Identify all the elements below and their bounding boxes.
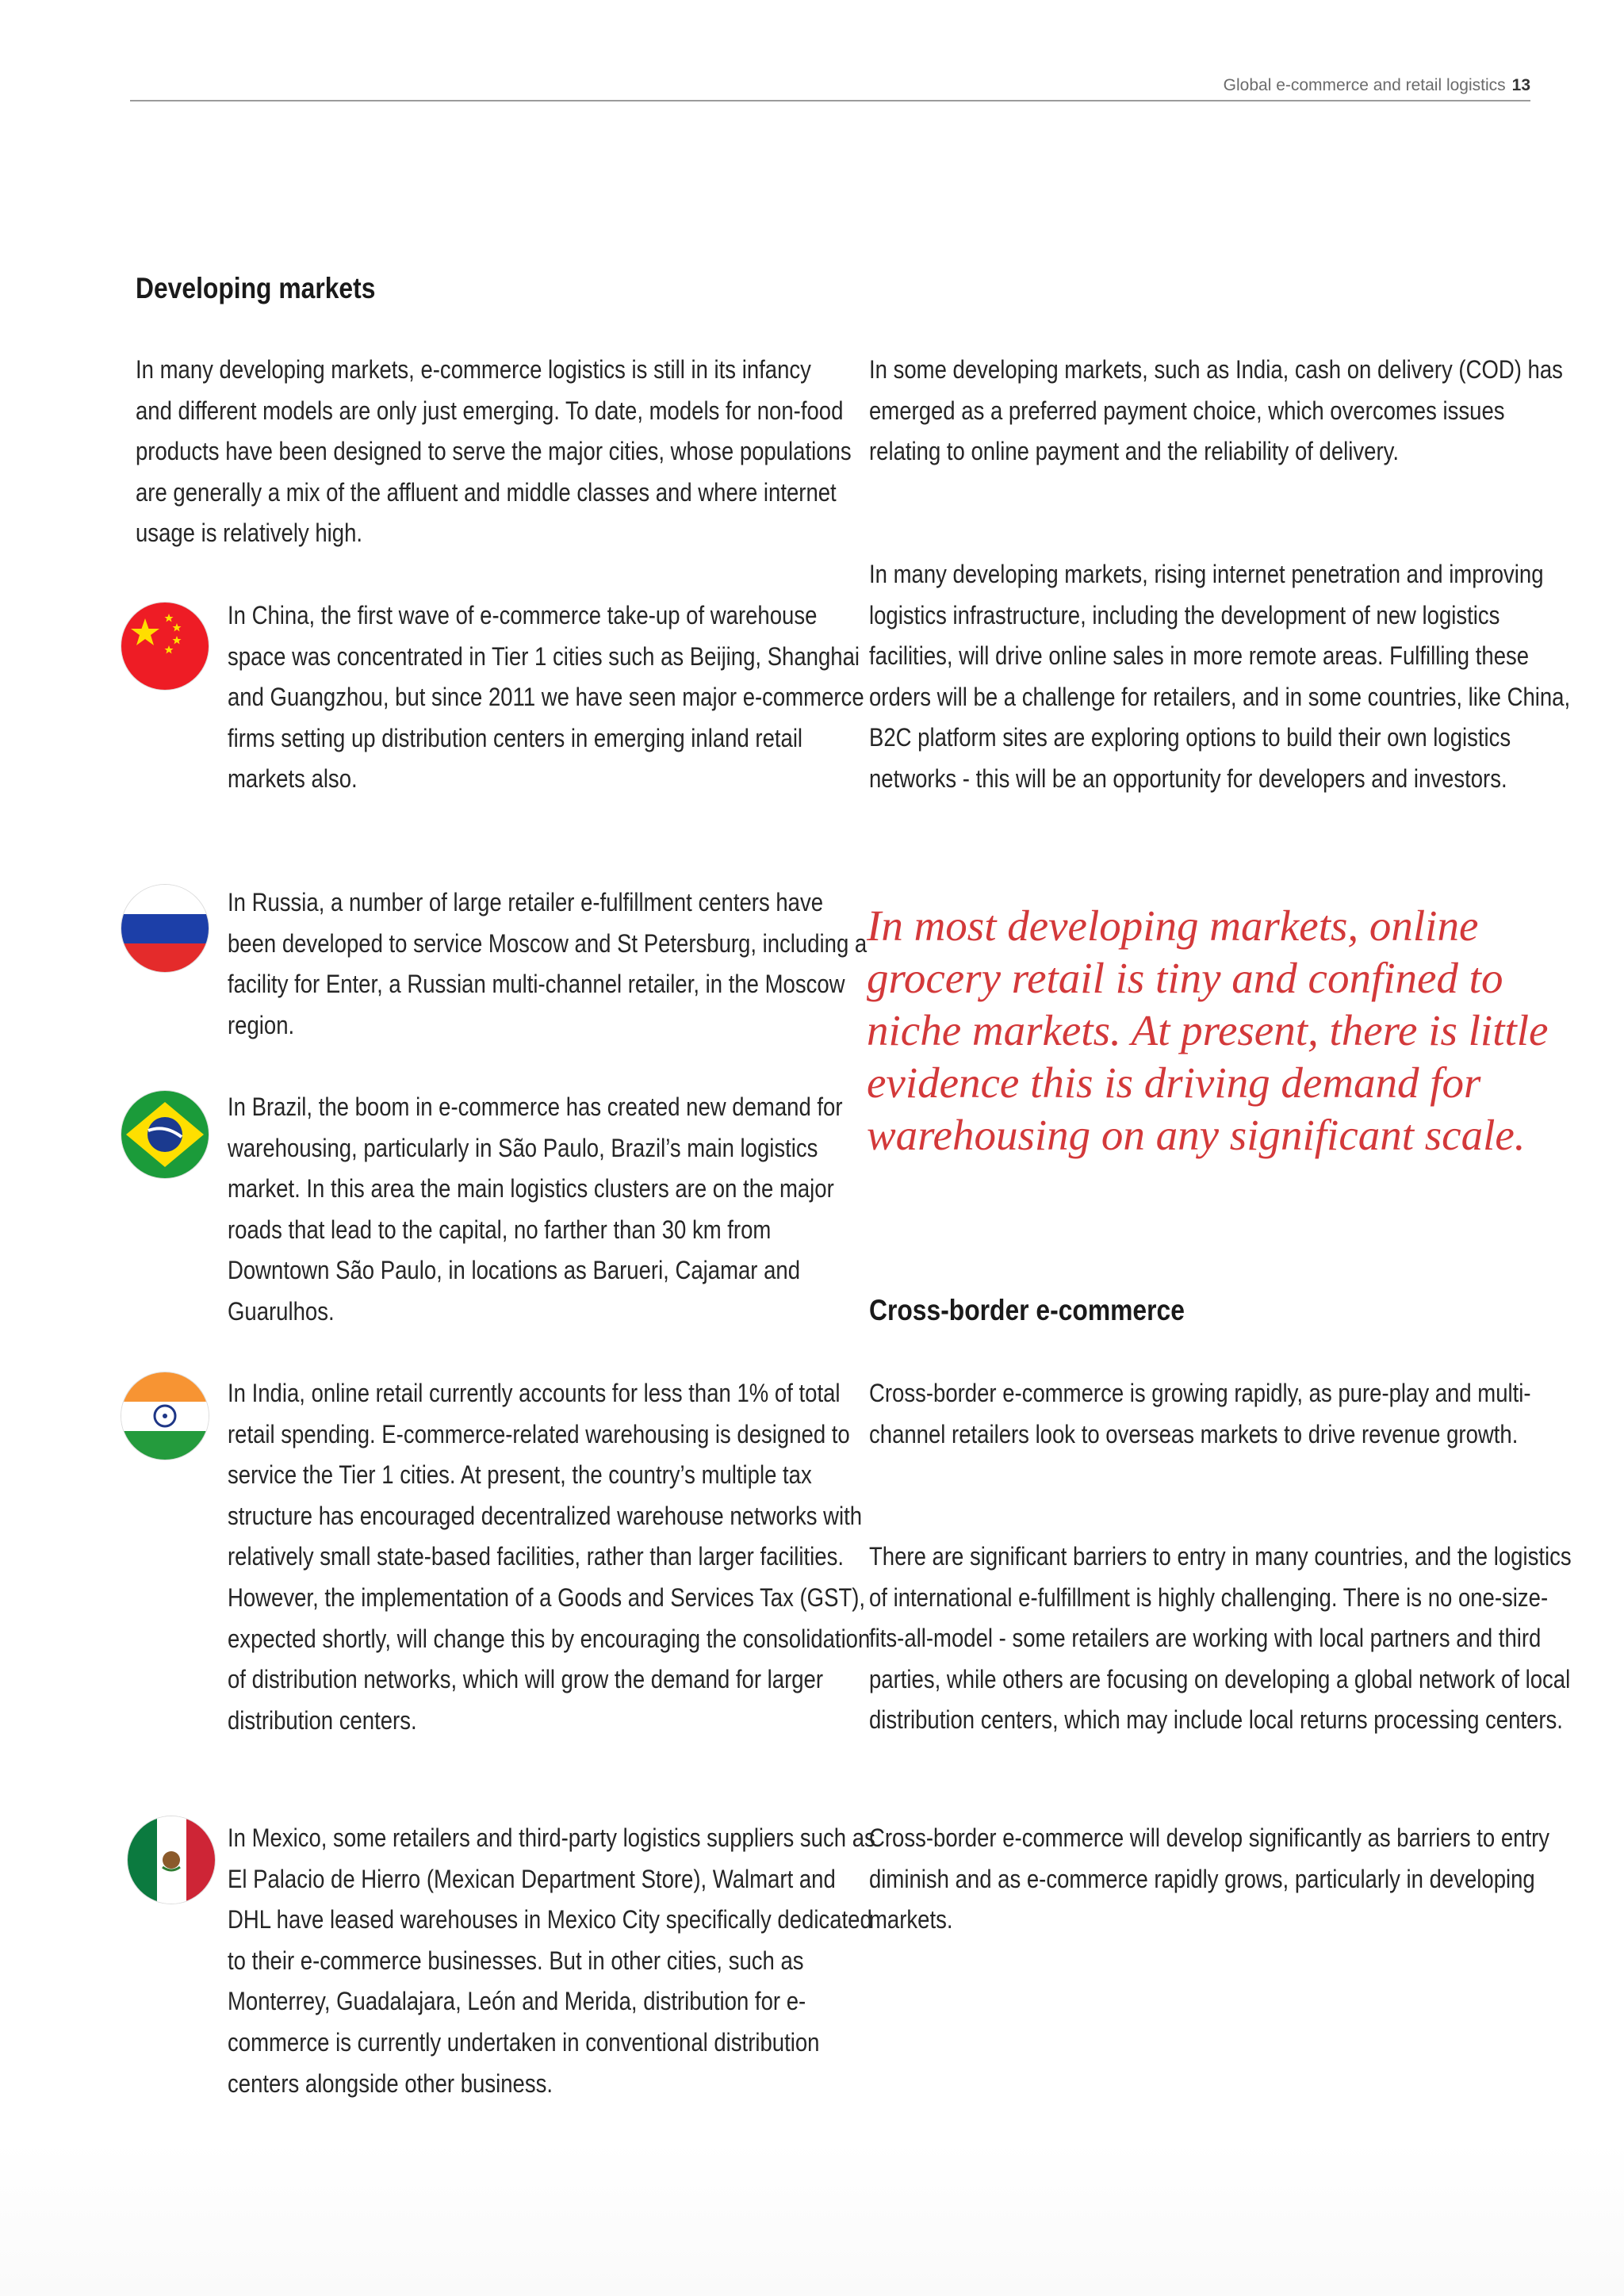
publication-title: Global e-commerce and retail logistics xyxy=(1223,76,1506,94)
developing-markets-heading: Developing markets xyxy=(136,272,376,304)
china-flag-icon xyxy=(121,603,209,690)
india-flag-icon xyxy=(121,1372,209,1460)
brazil-paragraph: In Brazil, the boom in e-commerce has created new demand for warehousing, particularly in São Paulo, Brazil’s main logistics market. In this area the main logistics clusters are on the major roads that lead to the capital, no farther than 30 km from Downtown São Paulo, in locations as Barueri, Cajamar and Guarulhos. xyxy=(228,1093,843,1326)
brazil-flag-icon xyxy=(121,1091,209,1178)
header-divider xyxy=(130,100,1530,101)
india-paragraph: In India, online retail currently accounts for less than 1% of total retail spending. E-commerce-related warehousing is designed to service the Tier 1 cities. At present, the country’s multiple tax structure has encouraged decentralized warehouse networks with relatively small state-based facilities, rather than larger facilities. However, the implementation of a Goods and Services Tax (GST), expected shortly, will change this by encouraging the consolidation of distribution networks, which will grow the demand for larger distribution centers. xyxy=(228,1379,871,1735)
page-number: 13 xyxy=(1511,76,1530,94)
cross-border-paragraph-1: Cross-border e-commerce is growing rapidly, as pure-play and multi-channel retailers look to overseas markets to drive revenue growth. xyxy=(869,1379,1531,1448)
pull-quote: In most developing markets, online grocery retail is tiny and confined to niche markets. At present, there is little evidence this is driving demand for warehousing on any significant scale. xyxy=(867,901,1549,1159)
russia-flag-icon xyxy=(121,885,209,972)
mexico-paragraph: In Mexico, some retailers and third-party logistics suppliers such as El Palacio de Hierro (Mexican Department Store), Walmart and DHL have leased warehouses in Mexico City specifically dedicated to their e-commerce businesses. But in other cities, such as Monterrey, Guadalajara, León and Merida, distribution for e-commerce is currently undertaken in conventional distribution centers alongside other business. xyxy=(228,1823,875,2098)
cross-border-paragraph-3: Cross-border e-commerce will develop significantly as barriers to entry diminish and as e-commerce rapidly grows, particularly in developing markets. xyxy=(869,1823,1550,1934)
developing-intro-paragraph: In many developing markets, e-commerce logistics is still in its infancy and different models are only just emerging. To date, models for non-food products have been designed to serve the major cities, whose populations are generally a mix of the affluent and middle classes and where internet usage is relatively high. xyxy=(136,355,852,548)
internet-penetration-paragraph: In many developing markets, rising internet penetration and improving logistics infrastructure, including the development of new logistics facilities, will drive online sales in more remote areas. Fulfilling these orders will be a challenge for retailers, and in some countries, like China, B2C platform sites are exploring options to build their own logistics networks - this will be an opportunity for developers and investors. xyxy=(869,560,1571,793)
mexico-flag-icon xyxy=(128,1816,215,1904)
cross-border-paragraph-2: There are significant barriers to entry in many countries, and the logistics of international e-fulfillment is highly challenging. There is no one-size-fits-all-model - some retailers are working with local partners and third parties, while others are focusing on developing a global network of local distribution centers, which may include local returns processing centers. xyxy=(869,1542,1572,1735)
cod-paragraph: In some developing markets, such as India, cash on delivery (COD) has emerged as a preferred payment choice, which overcomes issues relating to online payment and the reliability of delivery. xyxy=(869,355,1563,466)
page-header xyxy=(130,75,1530,97)
china-paragraph: In China, the first wave of e-commerce take-up of warehouse space was concentrated in Tier 1 cities such as Beijing, Shanghai and Guangzhou, but since 2011 we have seen major e-commerce firms setting up distribution centers in emerging inland retail markets also. xyxy=(228,601,864,794)
cross-border-heading: Cross-border e-commerce xyxy=(869,1294,1185,1326)
page-bottom-shade xyxy=(0,2141,1624,2296)
russia-paragraph: In Russia, a number of large retailer e-fulfillment centers have been developed to service Moscow and St Petersburg, including a facility for Enter, a Russian multi-channel retailer, in the Moscow region. xyxy=(228,888,868,1039)
